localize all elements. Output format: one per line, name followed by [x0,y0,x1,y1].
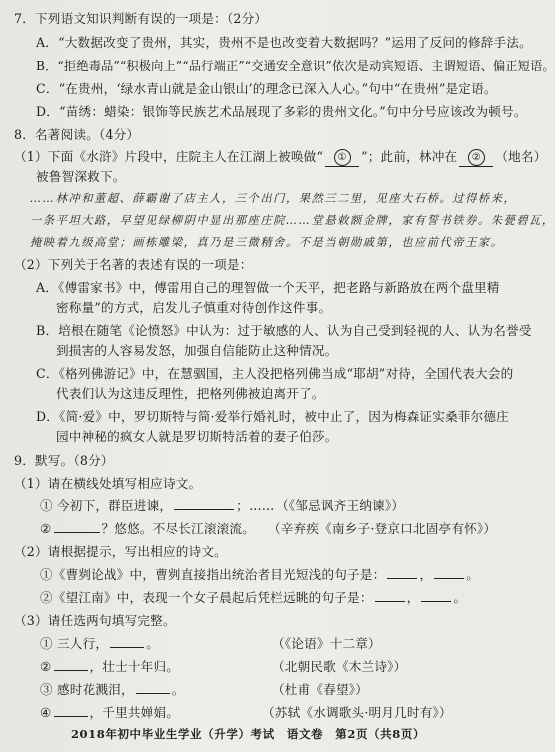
q9-part1-item2-source: （辛弃疾《南乡子·登京口北固亭有怀》） [268,521,497,536]
answer-blank-1[interactable]: ① [325,148,359,167]
answer-blank[interactable] [387,578,417,579]
answer-blank[interactable] [54,532,100,533]
q8-part1-prompt-cont: 被鲁智深救下。 [36,169,126,184]
answer-blank[interactable] [434,578,464,579]
q9-part2-item1: ①《曹刿论战》中，曹刿直接指出统治者目光短浅的句子是： ， 。 [40,567,480,582]
answer-blank[interactable] [136,693,170,694]
page-footer: 2018年初中毕业生学业（升学）考试 语文卷 第2页（共8页） [70,727,426,741]
answer-blank[interactable] [54,716,88,717]
excerpt-line: 掩映着九级高堂；画栋雕梁，真乃是三微精舍。不是当朝勋戚第，也应前代帝王家。 [30,236,504,249]
answer-blank[interactable] [421,601,451,602]
q8-option-d: D．《简·爱》中，罗切斯特与简·爱举行婚礼时，被中止了，因为梅森证实桑菲尔德庄 [36,409,509,424]
q9-part2-item2: ②《望江南》中，表现一个女子晨起后凭栏远眺的句子是： ， 。 [40,590,467,605]
q9-part3-prompt: （3）请任选两句填写完整。 [14,613,176,628]
q7-option-b: B．“拒绝毒品”“积极向上”“品行端正”“交通安全意识”依次是动宾短语、主谓短语、偏正短语。 [36,59,555,73]
q8-option-a: A．《傅雷家书》中，傅雷用自己的理智做一个天平，把老路与新路放在两个盘里精 [36,280,500,295]
q8-option-a-cont: 密称量”的方式，启发儿子慎重对待创作这件事。 [56,300,332,315]
excerpt-line: 一条平坦大路，早望见绿柳阴中显出那座庄院……堂悬敕额金牌，家有誓书铁券。朱甍碧瓦， [30,214,555,227]
q8-option-b-cont: 到损害的人容易发怒，加强自信能防止这种情况。 [56,343,338,358]
q9-part3-item2: ② ，壮士十年归。 [40,659,180,674]
q9-part3-item4: ④ ，千里共婵娟。 [40,705,180,720]
q7-option-d: D．“苗绣：蜡染：银饰等民族艺术品展现了多彩的贵州文化。”句中分号应该改为顿号。 [36,104,527,119]
q9-part1-item1: ① 今初下，群臣进谏， ；…… [40,498,275,513]
q8-option-d-cont: 园中神秘的疯女人就是罗切斯特活着的妻子伯莎。 [56,429,338,444]
answer-blank[interactable] [54,670,88,671]
answer-blank[interactable] [110,647,144,648]
q9-part3-item3: ③ 感时花溅泪， 。 [40,682,185,697]
answer-blank-2[interactable]: ② [459,148,493,167]
excerpt-line: ……林冲和董超、薛霸谢了店主人，三个出门，果然三二里，见座大石桥。过得桥来， [30,192,517,205]
q9-part3-item2-source: （北朝民歌《木兰诗》） [272,659,407,674]
q9-part1-item1-source: （《邹忌讽齐王纳谏》） [276,498,405,513]
q9-part3-item1-source: （《论语》十二章） [272,636,381,651]
q9-stem: 9．默写。（8分） [14,453,114,468]
q9-part2-prompt: （2）请根据提示，写出相应的诗文。 [14,544,227,559]
q9-part1-prompt: （1）请在横线处填写相应诗文。 [14,476,202,491]
q7-option-c: C．“在贵州，‘绿水青山就是金山银山’的理念已深入人心。”句中“在贵州”是定语。 [36,81,497,96]
q8-part1-prompt: （1）下面《水浒》片段中，庄院主人在江湖上被唤做“ ① ”；此前，林冲在 ② （地名） [14,148,547,167]
q9-part3-item4-source: （苏轼《水调歌头·明月几时有》） [262,705,452,720]
q8-option-b: B．培根在随笔《论愤怒》中认为：过于敏感的人、认为自己受到轻视的人、认为名誉受 [36,323,532,338]
q9-part3-item1: ① 三人行， 。 [40,636,159,651]
q8-option-c: C．《格列佛游记》中，在慧骃国，主人没把格列佛当成“耶胡”对待，全国代表大会的 [36,366,514,381]
q7-option-a: A．“大数据改变了贵州，其实，贵州不是也改变着大数据吗？”运用了反问的修辞手法。 [36,35,532,50]
q9-part3-item3-source: （杜甫《春望》） [272,682,369,697]
q8-stem: 8．名著阅读。（4分） [14,127,140,142]
q7-stem: 7．下列语文知识判断有误的一项是：（2分） [14,11,268,26]
answer-blank[interactable] [174,509,234,510]
q8-option-c-cont: 代表们认为这违反理性，把格列佛被迫离开了。 [56,386,325,401]
q8-part2-prompt: （2）下列关于名著的表述有误的一项是： [14,257,253,272]
shuihu-excerpt [30,188,555,254]
answer-blank[interactable] [375,601,405,602]
q9-part1-item2: ② ？悠悠。不尽长江滚滚流。 [40,521,256,536]
